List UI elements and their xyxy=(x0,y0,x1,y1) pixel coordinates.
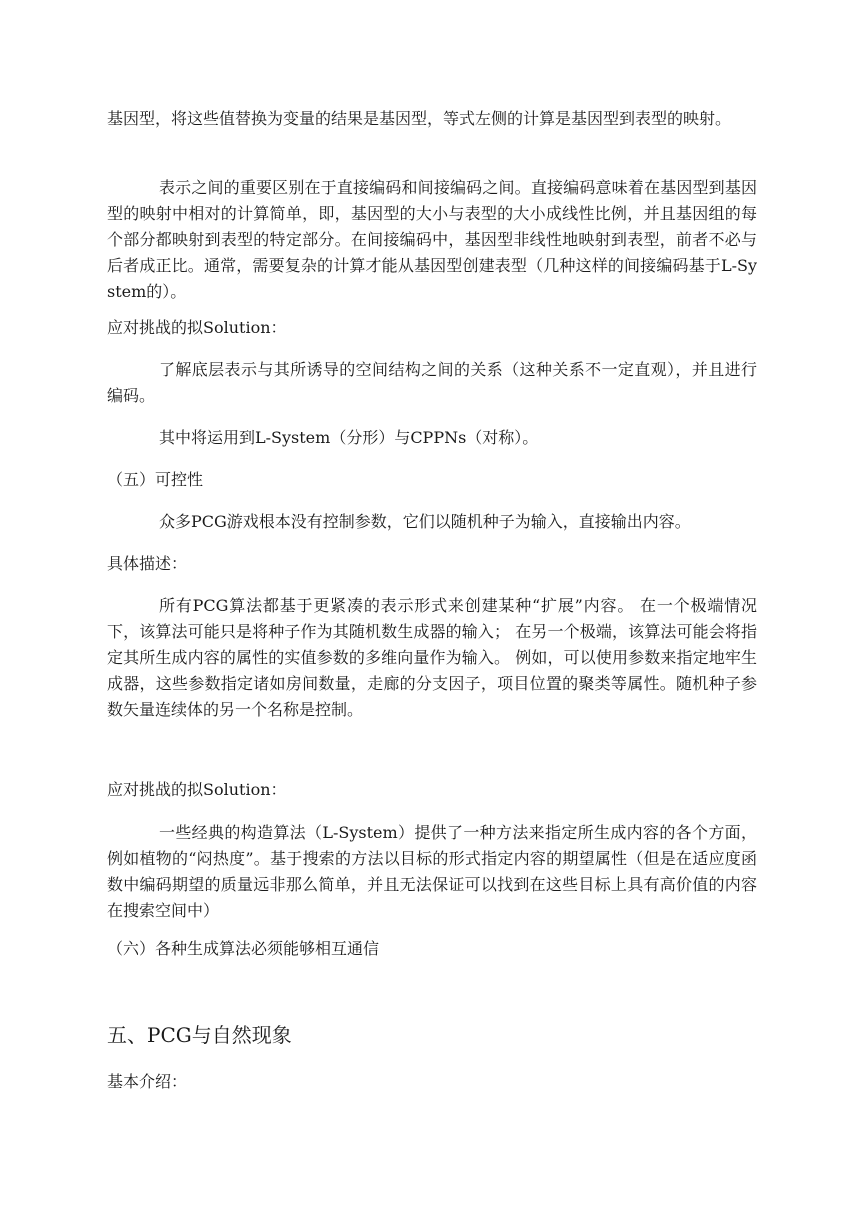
paragraph-no-control-params: 众多PCG游戏根本没有控制参数，它们以随机种子为输入，直接输出内容。 xyxy=(159,512,691,531)
paragraph-lsystem-cppn: 其中将运用到L-System（分形）与CPPNs（对称）。 xyxy=(159,428,539,447)
label-basic-intro: 基本介绍： xyxy=(107,1072,188,1091)
section-controllability: （五）可控性 xyxy=(107,470,204,489)
label-solution-1: 应对挑战的拟Solution： xyxy=(107,318,287,337)
heading-pcg-natural-phenomena: 五、PCG与自然现象 xyxy=(107,1023,292,1047)
paragraph-constructive-algorithms: 一些经典的构造算法（L-System）提供了一种方法来指定所生成内容的各个方面，例如植物的“闷热度”。基于搜索的方法以目标的形式指定内容的期望属性（但是在适应度函数中编码期望的质量远非那么简单，并且无法保证可以找到在这些目标上具有高价值的内容在搜索空间中） xyxy=(107,823,757,920)
paragraph-direct-indirect-encoding: 表示之间的重要区别在于直接编码和间接编码之间。直接编码意味着在基因型到基因型的映射中相对的计算简单，即，基因型的大小与表型的大小成线性比例，并且基因组的每个部分都映射到表型的特定部分。在间接编码中，基因型非线性地映射到表型，前者不必与后者成正比。通常，需要复杂的计算才能从基因型创建表型（几种这样的间接编码基于L-System的）。 xyxy=(107,178,757,301)
label-description: 具体描述： xyxy=(107,554,188,573)
paragraph-pcg-compact-representation: 所有PCG算法都基于更紧凑的表示形式来创建某种“扩展”内容。 在一个极端情况下，该算法可能只是将种子作为其随机数生成器的输入； 在另一个极端，该算法可能会将指定其所生成内容的属性的实值参数的多维向量作为输入。 例如，可以使用参数来指定地牢生成器，这些参数指定诸如房间数量，走廊的分支因子，项目位置的聚类等属性。随机种子参数矢量连续体的另一个名称是控制。 xyxy=(107,596,757,719)
section-algorithm-communication: （六）各种生成算法必须能够相互通信 xyxy=(107,939,380,958)
label-solution-2: 应对挑战的拟Solution： xyxy=(107,780,287,799)
paragraph-representation-relationship: 了解底层表示与其所诱导的空间结构之间的关系（这种关系不一定直观），并且进行编码。 xyxy=(107,360,757,405)
paragraph-genotype-mapping: 基因型，将这些值替换为变量的结果是基因型，等式左侧的计算是基因型到表型的映射。 xyxy=(107,109,732,128)
